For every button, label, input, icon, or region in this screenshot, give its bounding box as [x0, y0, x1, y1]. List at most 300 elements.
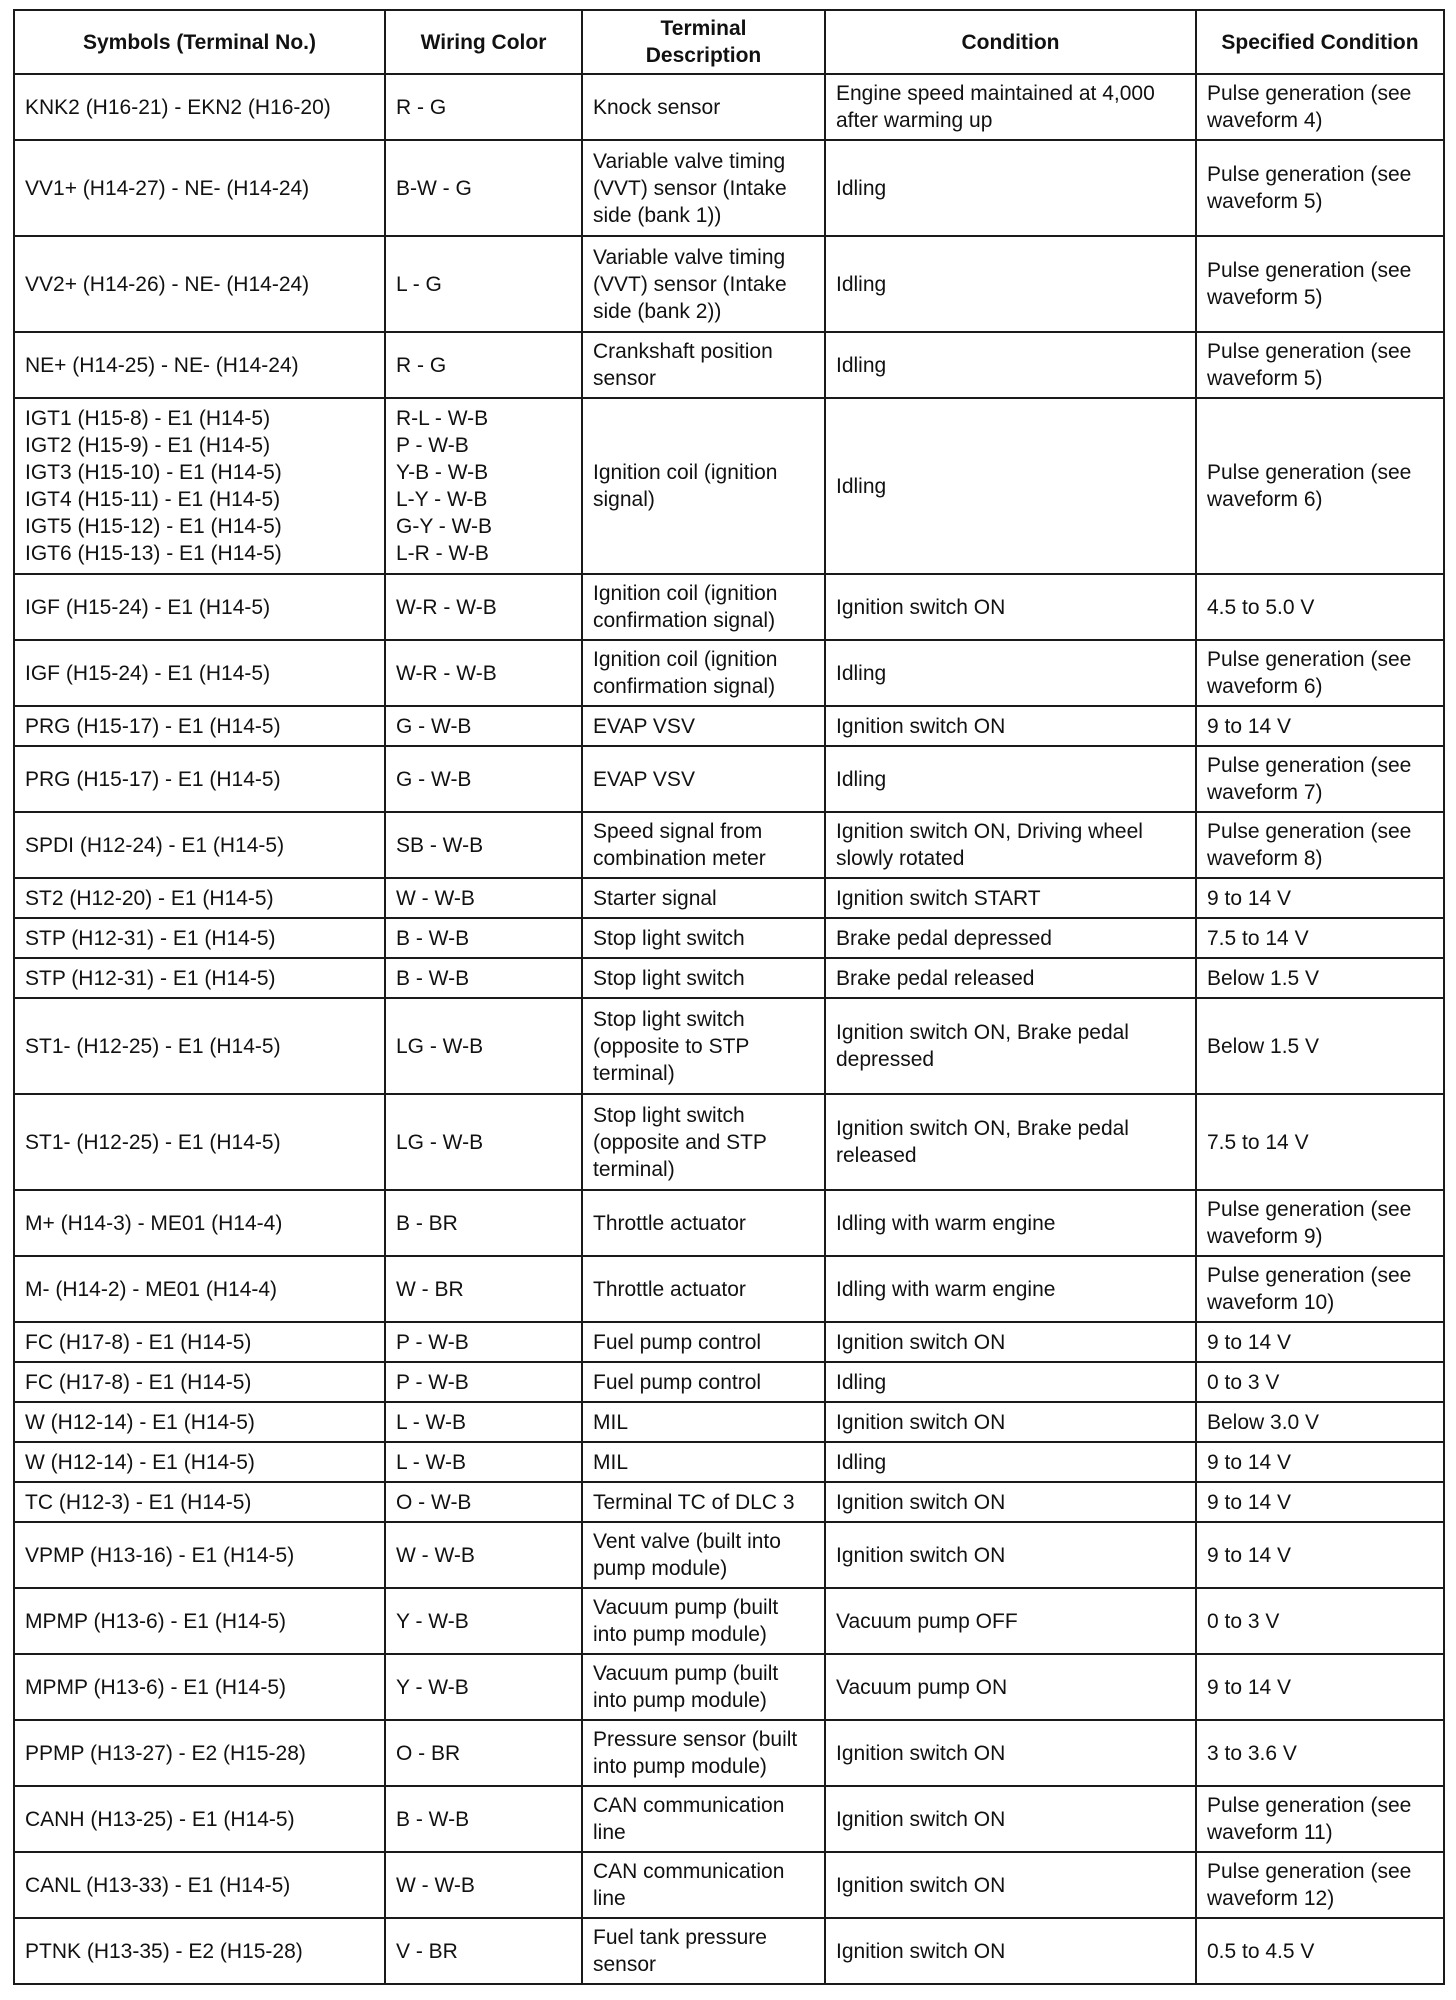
- cell-line: VPMP (H13-16) - E1 (H14-5): [25, 1543, 295, 1567]
- cell-line: M+ (H14-3) - ME01 (H14-4): [25, 1211, 283, 1235]
- cell-line: Y - W-B: [396, 1675, 469, 1699]
- cell-symbols: [14, 1786, 385, 1852]
- cell-line: pump module): [593, 1557, 728, 1580]
- table-row: [14, 640, 1444, 706]
- cell-line: Ignition switch ON: [836, 1410, 1006, 1434]
- cell-symbols: [14, 746, 385, 812]
- cell-specified-condition: [1196, 1362, 1444, 1402]
- cell-condition: [825, 706, 1196, 746]
- cell-line: confirmation signal): [593, 609, 776, 632]
- cell-line: FC (H17-8) - E1 (H14-5): [25, 1370, 252, 1394]
- cell-line: line: [593, 1821, 626, 1844]
- cell-terminal-description: [582, 746, 825, 812]
- cell-line: waveform 6): [1207, 488, 1323, 511]
- cell-specified-condition: [1196, 332, 1444, 398]
- cell-wiring-color: [385, 1654, 582, 1720]
- cell-terminal-description: [582, 1654, 825, 1720]
- header-terminal-description: [582, 10, 825, 74]
- cell-wiring-color: [385, 640, 582, 706]
- table-row: [14, 574, 1444, 640]
- cell-line: waveform 5): [1207, 367, 1323, 390]
- cell-line: L-R - W-B: [396, 542, 489, 565]
- cell-line: terminal): [593, 1061, 675, 1085]
- cell-line: PPMP (H13-27) - E2 (H15-28): [25, 1741, 306, 1765]
- cell-symbols: [14, 236, 385, 332]
- cell-line: VV1+ (H14-27) - NE- (H14-24): [25, 176, 310, 200]
- cell-wiring-color: [385, 998, 582, 1094]
- cell-line: Idling: [836, 474, 887, 498]
- cell-line: line: [593, 1887, 626, 1910]
- cell-line: FC (H17-8) - E1 (H14-5): [25, 1330, 252, 1354]
- cell-line: Stop light switch: [593, 926, 745, 950]
- cell-wiring-color: [385, 1322, 582, 1362]
- table-row: [14, 1482, 1444, 1522]
- cell-symbols: [14, 140, 385, 236]
- table-row: [14, 1256, 1444, 1322]
- cell-line: L - W-B: [396, 1450, 467, 1474]
- cell-line: W-R - W-B: [396, 661, 497, 685]
- cell-line: Vacuum pump OFF: [836, 1609, 1018, 1633]
- cell-line: IGT5 (H15-12) - E1 (H14-5): [25, 515, 282, 538]
- cell-line: Idling: [836, 272, 887, 296]
- cell-line: 0 to 3 V: [1207, 1609, 1280, 1633]
- table-row: [14, 958, 1444, 998]
- cell-line: W (H12-14) - E1 (H14-5): [25, 1450, 255, 1474]
- cell-line: Stop light switch: [593, 1103, 745, 1127]
- cell-symbols: [14, 1362, 385, 1402]
- cell-wiring-color: [385, 140, 582, 236]
- cell-line: sensor: [593, 1953, 657, 1976]
- cell-wiring-color: [385, 1522, 582, 1588]
- cell-line: Pulse generation (see: [1207, 1794, 1412, 1817]
- cell-symbols: [14, 1852, 385, 1918]
- cell-terminal-description: [582, 1322, 825, 1362]
- cell-condition: [825, 236, 1196, 332]
- cell-line: waveform 8): [1207, 847, 1323, 870]
- cell-symbols: [14, 1256, 385, 1322]
- cell-wiring-color: [385, 1852, 582, 1918]
- cell-line: Ignition switch ON: [836, 1807, 1006, 1831]
- cell-line: Wiring Color: [420, 30, 547, 54]
- cell-line: Ignition switch ON: [836, 1543, 1006, 1567]
- cell-terminal-description: [582, 332, 825, 398]
- cell-line: MIL: [593, 1410, 629, 1434]
- cell-line: CAN communication: [593, 1794, 785, 1817]
- cell-line: Knock sensor: [593, 95, 721, 119]
- cell-condition: [825, 640, 1196, 706]
- cell-line: PRG (H15-17) - E1 (H14-5): [25, 714, 281, 738]
- cell-line: Starter signal: [593, 886, 717, 910]
- cell-specified-condition: [1196, 1094, 1444, 1190]
- cell-specified-condition: [1196, 1442, 1444, 1482]
- cell-line: MPMP (H13-6) - E1 (H14-5): [25, 1675, 287, 1699]
- cell-line: Symbols (Terminal No.): [83, 30, 316, 54]
- cell-terminal-description: [582, 640, 825, 706]
- table-row: [14, 1852, 1444, 1918]
- cell-line: STP (H12-31) - E1 (H14-5): [25, 926, 276, 950]
- cell-line: Pulse generation (see: [1207, 820, 1412, 843]
- cell-terminal-description: [582, 1190, 825, 1256]
- cell-line: Pulse generation (see: [1207, 754, 1412, 777]
- table-row: [14, 236, 1444, 332]
- cell-line: released: [836, 1144, 917, 1167]
- cell-condition: [825, 1918, 1196, 1984]
- cell-specified-condition: [1196, 958, 1444, 998]
- cell-symbols: [14, 1522, 385, 1588]
- table-row: [14, 1918, 1444, 1984]
- cell-specified-condition: [1196, 706, 1444, 746]
- cell-symbols: [14, 1442, 385, 1482]
- cell-specified-condition: [1196, 1720, 1444, 1786]
- cell-line: (VVT) sensor (Intake: [593, 176, 787, 200]
- cell-line: terminal): [593, 1157, 675, 1181]
- cell-specified-condition: [1196, 918, 1444, 958]
- table-row: [14, 706, 1444, 746]
- cell-line: into pump module): [593, 1755, 767, 1778]
- cell-symbols: [14, 398, 385, 574]
- cell-condition: [825, 574, 1196, 640]
- cell-line: P - W-B: [396, 434, 469, 457]
- cell-wiring-color: [385, 1918, 582, 1984]
- cell-line: waveform 5): [1207, 286, 1323, 309]
- cell-condition: [825, 1522, 1196, 1588]
- cell-terminal-description: [582, 1786, 825, 1852]
- cell-line: Crankshaft position: [593, 340, 773, 363]
- cell-line: VV2+ (H14-26) - NE- (H14-24): [25, 272, 310, 296]
- cell-condition: [825, 1402, 1196, 1442]
- cell-terminal-description: [582, 878, 825, 918]
- table-row: [14, 1720, 1444, 1786]
- cell-line: Pulse generation (see: [1207, 259, 1412, 282]
- cell-line: Stop light switch: [593, 966, 745, 990]
- cell-condition: [825, 812, 1196, 878]
- table-row: [14, 398, 1444, 574]
- cell-specified-condition: [1196, 74, 1444, 140]
- cell-terminal-description: [582, 1588, 825, 1654]
- cell-line: ST2 (H12-20) - E1 (H14-5): [25, 886, 274, 910]
- cell-line: side (bank 1)): [593, 203, 722, 227]
- cell-line: P - W-B: [396, 1330, 469, 1354]
- cell-line: IGF (H15-24) - E1 (H14-5): [25, 661, 271, 685]
- cell-condition: [825, 1190, 1196, 1256]
- cell-line: ST1- (H12-25) - E1 (H14-5): [25, 1034, 281, 1058]
- cell-line: Description: [645, 44, 762, 67]
- cell-specified-condition: [1196, 1256, 1444, 1322]
- cell-condition: [825, 398, 1196, 574]
- table-row: [14, 1442, 1444, 1482]
- cell-line: 9 to 14 V: [1207, 1543, 1292, 1567]
- cell-wiring-color: [385, 398, 582, 574]
- cell-line: G - W-B: [396, 767, 472, 791]
- cell-specified-condition: [1196, 574, 1444, 640]
- cell-symbols: [14, 1588, 385, 1654]
- cell-line: waveform 11): [1207, 1821, 1333, 1844]
- cell-line: Throttle actuator: [593, 1211, 746, 1235]
- cell-line: B - W-B: [396, 926, 470, 950]
- table-body: [14, 74, 1444, 1984]
- header-condition: [825, 10, 1196, 74]
- cell-condition: [825, 1654, 1196, 1720]
- cell-line: Vacuum pump (built: [593, 1596, 779, 1619]
- cell-terminal-description: [582, 958, 825, 998]
- cell-line: MIL: [593, 1450, 629, 1474]
- cell-symbols: [14, 1918, 385, 1984]
- cell-wiring-color: [385, 1402, 582, 1442]
- cell-line: into pump module): [593, 1689, 767, 1712]
- cell-line: 9 to 14 V: [1207, 1330, 1292, 1354]
- cell-condition: [825, 1852, 1196, 1918]
- cell-line: IGT1 (H15-8) - E1 (H14-5): [25, 407, 271, 430]
- cell-line: STP (H12-31) - E1 (H14-5): [25, 966, 276, 990]
- cell-line: side (bank 2)): [593, 299, 722, 323]
- cell-line: O - W-B: [396, 1490, 472, 1514]
- cell-line: (VVT) sensor (Intake: [593, 272, 787, 296]
- cell-condition: [825, 1482, 1196, 1522]
- cell-line: 9 to 14 V: [1207, 1450, 1292, 1474]
- cell-terminal-description: [582, 1482, 825, 1522]
- cell-line: Brake pedal released: [836, 966, 1035, 990]
- cell-symbols: [14, 74, 385, 140]
- cell-specified-condition: [1196, 1522, 1444, 1588]
- table-row: [14, 1094, 1444, 1190]
- cell-condition: [825, 1720, 1196, 1786]
- cell-line: Stop light switch: [593, 1007, 745, 1031]
- cell-line: Variable valve timing: [593, 149, 786, 173]
- cell-terminal-description: [582, 1918, 825, 1984]
- cell-line: P - W-B: [396, 1370, 469, 1394]
- cell-line: Vacuum pump ON: [836, 1675, 1008, 1699]
- cell-line: Pulse generation (see: [1207, 1264, 1412, 1287]
- cell-line: W - W-B: [396, 886, 475, 910]
- cell-terminal-description: [582, 1256, 825, 1322]
- cell-specified-condition: [1196, 236, 1444, 332]
- cell-terminal-description: [582, 74, 825, 140]
- cell-line: PRG (H15-17) - E1 (H14-5): [25, 767, 281, 791]
- cell-condition: [825, 1362, 1196, 1402]
- cell-line: 4.5 to 5.0 V: [1207, 595, 1315, 619]
- cell-line: B - W-B: [396, 1807, 470, 1831]
- cell-specified-condition: [1196, 1482, 1444, 1522]
- cell-specified-condition: [1196, 878, 1444, 918]
- cell-line: W - W-B: [396, 1873, 475, 1897]
- cell-line: W - W-B: [396, 1543, 475, 1567]
- table-row: [14, 1402, 1444, 1442]
- cell-wiring-color: [385, 1588, 582, 1654]
- cell-condition: [825, 878, 1196, 918]
- cell-wiring-color: [385, 1094, 582, 1190]
- cell-line: waveform 12): [1207, 1887, 1335, 1910]
- cell-line: R - G: [396, 95, 447, 119]
- cell-line: G-Y - W-B: [396, 515, 493, 538]
- cell-line: 9 to 14 V: [1207, 1490, 1292, 1514]
- cell-symbols: [14, 958, 385, 998]
- cell-line: R - G: [396, 353, 447, 377]
- cell-line: Idling: [836, 176, 887, 200]
- cell-line: CANL (H13-33) - E1 (H14-5): [25, 1873, 291, 1897]
- cell-line: confirmation signal): [593, 675, 776, 698]
- cell-terminal-description: [582, 1094, 825, 1190]
- cell-line: 3 to 3.6 V: [1207, 1741, 1297, 1765]
- cell-line: IGT6 (H15-13) - E1 (H14-5): [25, 542, 282, 565]
- cell-wiring-color: [385, 1482, 582, 1522]
- cell-line: Pressure sensor (built: [593, 1728, 798, 1751]
- cell-specified-condition: [1196, 812, 1444, 878]
- cell-line: Idling: [836, 1370, 887, 1394]
- cell-specified-condition: [1196, 398, 1444, 574]
- table-row: [14, 998, 1444, 1094]
- cell-line: 0 to 3 V: [1207, 1370, 1280, 1394]
- table-row: [14, 332, 1444, 398]
- cell-line: Idling: [836, 1450, 887, 1474]
- cell-specified-condition: [1196, 1402, 1444, 1442]
- cell-line: W - BR: [396, 1277, 464, 1301]
- cell-line: Ignition coil (ignition: [593, 648, 778, 671]
- cell-symbols: [14, 918, 385, 958]
- cell-symbols: [14, 1402, 385, 1442]
- cell-specified-condition: [1196, 746, 1444, 812]
- cell-terminal-description: [582, 1852, 825, 1918]
- cell-condition: [825, 1442, 1196, 1482]
- cell-condition: [825, 1588, 1196, 1654]
- cell-line: Ignition switch ON: [836, 714, 1006, 738]
- cell-line: V - BR: [396, 1939, 458, 1963]
- cell-line: Ignition switch ON: [836, 1490, 1006, 1514]
- cell-line: sensor: [593, 367, 657, 390]
- cell-line: 9 to 14 V: [1207, 886, 1292, 910]
- cell-line: Ignition switch ON: [836, 1939, 1006, 1963]
- cell-line: waveform 6): [1207, 675, 1323, 698]
- cell-wiring-color: [385, 746, 582, 812]
- cell-condition: [825, 140, 1196, 236]
- cell-line: L - W-B: [396, 1410, 467, 1434]
- cell-line: Idling: [836, 661, 887, 685]
- cell-symbols: [14, 706, 385, 746]
- cell-wiring-color: [385, 706, 582, 746]
- cell-symbols: [14, 640, 385, 706]
- cell-line: Terminal: [660, 17, 747, 40]
- cell-line: KNK2 (H16-21) - EKN2 (H16-20): [25, 95, 331, 119]
- table-row: [14, 878, 1444, 918]
- header-specified-condition: [1196, 10, 1444, 74]
- cell-specified-condition: [1196, 140, 1444, 236]
- cell-line: PTNK (H13-35) - E2 (H15-28): [25, 1939, 303, 1963]
- cell-symbols: [14, 812, 385, 878]
- cell-wiring-color: [385, 1720, 582, 1786]
- cell-line: MPMP (H13-6) - E1 (H14-5): [25, 1609, 287, 1633]
- cell-wiring-color: [385, 332, 582, 398]
- cell-line: IGT2 (H15-9) - E1 (H14-5): [25, 434, 271, 457]
- cell-line: waveform 7): [1207, 781, 1323, 804]
- cell-line: NE+ (H14-25) - NE- (H14-24): [25, 353, 299, 377]
- table-row: [14, 1190, 1444, 1256]
- cell-terminal-description: [582, 812, 825, 878]
- cell-line: Speed signal from: [593, 820, 763, 843]
- cell-line: into pump module): [593, 1623, 767, 1646]
- cell-line: TC (H12-3) - E1 (H14-5): [25, 1490, 252, 1514]
- cell-line: Below 1.5 V: [1207, 1034, 1320, 1058]
- table-row: [14, 74, 1444, 140]
- cell-line: IGF (H15-24) - E1 (H14-5): [25, 595, 271, 619]
- cell-terminal-description: [582, 1362, 825, 1402]
- header-wiring-color: [385, 10, 582, 74]
- cell-line: ST1- (H12-25) - E1 (H14-5): [25, 1130, 281, 1154]
- table-row: [14, 1786, 1444, 1852]
- cell-line: Ignition switch ON, Brake pedal: [836, 1117, 1129, 1140]
- cell-condition: [825, 1322, 1196, 1362]
- table-row: [14, 1322, 1444, 1362]
- cell-terminal-description: [582, 1442, 825, 1482]
- cell-line: Pulse generation (see: [1207, 1860, 1412, 1883]
- cell-terminal-description: [582, 998, 825, 1094]
- cell-wiring-color: [385, 1256, 582, 1322]
- terminal-spec-sheet: [13, 9, 1443, 1985]
- cell-line: after warming up: [836, 109, 993, 132]
- cell-line: waveform 10): [1207, 1291, 1335, 1314]
- table-row: [14, 1522, 1444, 1588]
- cell-terminal-description: [582, 706, 825, 746]
- cell-line: Idling with warm engine: [836, 1211, 1056, 1235]
- cell-specified-condition: [1196, 1852, 1444, 1918]
- cell-specified-condition: [1196, 998, 1444, 1094]
- cell-line: SPDI (H12-24) - E1 (H14-5): [25, 833, 285, 857]
- cell-terminal-description: [582, 398, 825, 574]
- cell-specified-condition: [1196, 640, 1444, 706]
- cell-line: Idling: [836, 353, 887, 377]
- cell-condition: [825, 1256, 1196, 1322]
- cell-line: 7.5 to 14 V: [1207, 1130, 1309, 1154]
- cell-line: Brake pedal depressed: [836, 926, 1052, 950]
- cell-wiring-color: [385, 574, 582, 640]
- cell-wiring-color: [385, 878, 582, 918]
- cell-line: Y-B - W-B: [396, 461, 489, 484]
- cell-line: waveform 5): [1207, 190, 1323, 213]
- cell-line: O - BR: [396, 1741, 461, 1765]
- cell-specified-condition: [1196, 1786, 1444, 1852]
- cell-line: Terminal TC of DLC 3: [593, 1490, 795, 1514]
- cell-terminal-description: [582, 1720, 825, 1786]
- cell-line: SB - W-B: [396, 833, 484, 857]
- cell-line: Below 3.0 V: [1207, 1410, 1320, 1434]
- cell-line: Y - W-B: [396, 1609, 469, 1633]
- cell-line: Ignition switch ON: [836, 595, 1006, 619]
- cell-line: Fuel pump control: [593, 1330, 762, 1354]
- cell-wiring-color: [385, 1190, 582, 1256]
- cell-line: Throttle actuator: [593, 1277, 746, 1301]
- cell-line: IGT4 (H15-11) - E1 (H14-5): [25, 488, 281, 511]
- cell-line: M- (H14-2) - ME01 (H14-4): [25, 1277, 278, 1301]
- table-row: [14, 140, 1444, 236]
- cell-symbols: [14, 998, 385, 1094]
- cell-condition: [825, 918, 1196, 958]
- cell-line: B - BR: [396, 1211, 458, 1235]
- cell-condition: [825, 332, 1196, 398]
- cell-line: (opposite and STP: [593, 1130, 767, 1154]
- cell-condition: [825, 1094, 1196, 1190]
- cell-wiring-color: [385, 1786, 582, 1852]
- cell-specified-condition: [1196, 1918, 1444, 1984]
- cell-line: 7.5 to 14 V: [1207, 926, 1309, 950]
- header-symbols: [14, 10, 385, 74]
- cell-specified-condition: [1196, 1588, 1444, 1654]
- cell-line: Below 1.5 V: [1207, 966, 1320, 990]
- cell-line: Ignition coil (ignition: [593, 461, 778, 484]
- cell-line: combination meter: [593, 847, 766, 870]
- cell-line: LG - W-B: [396, 1034, 484, 1058]
- cell-symbols: [14, 878, 385, 918]
- cell-line: G - W-B: [396, 714, 472, 738]
- cell-line: Ignition switch ON: [836, 1741, 1006, 1765]
- cell-line: Ignition switch ON: [836, 1873, 1006, 1897]
